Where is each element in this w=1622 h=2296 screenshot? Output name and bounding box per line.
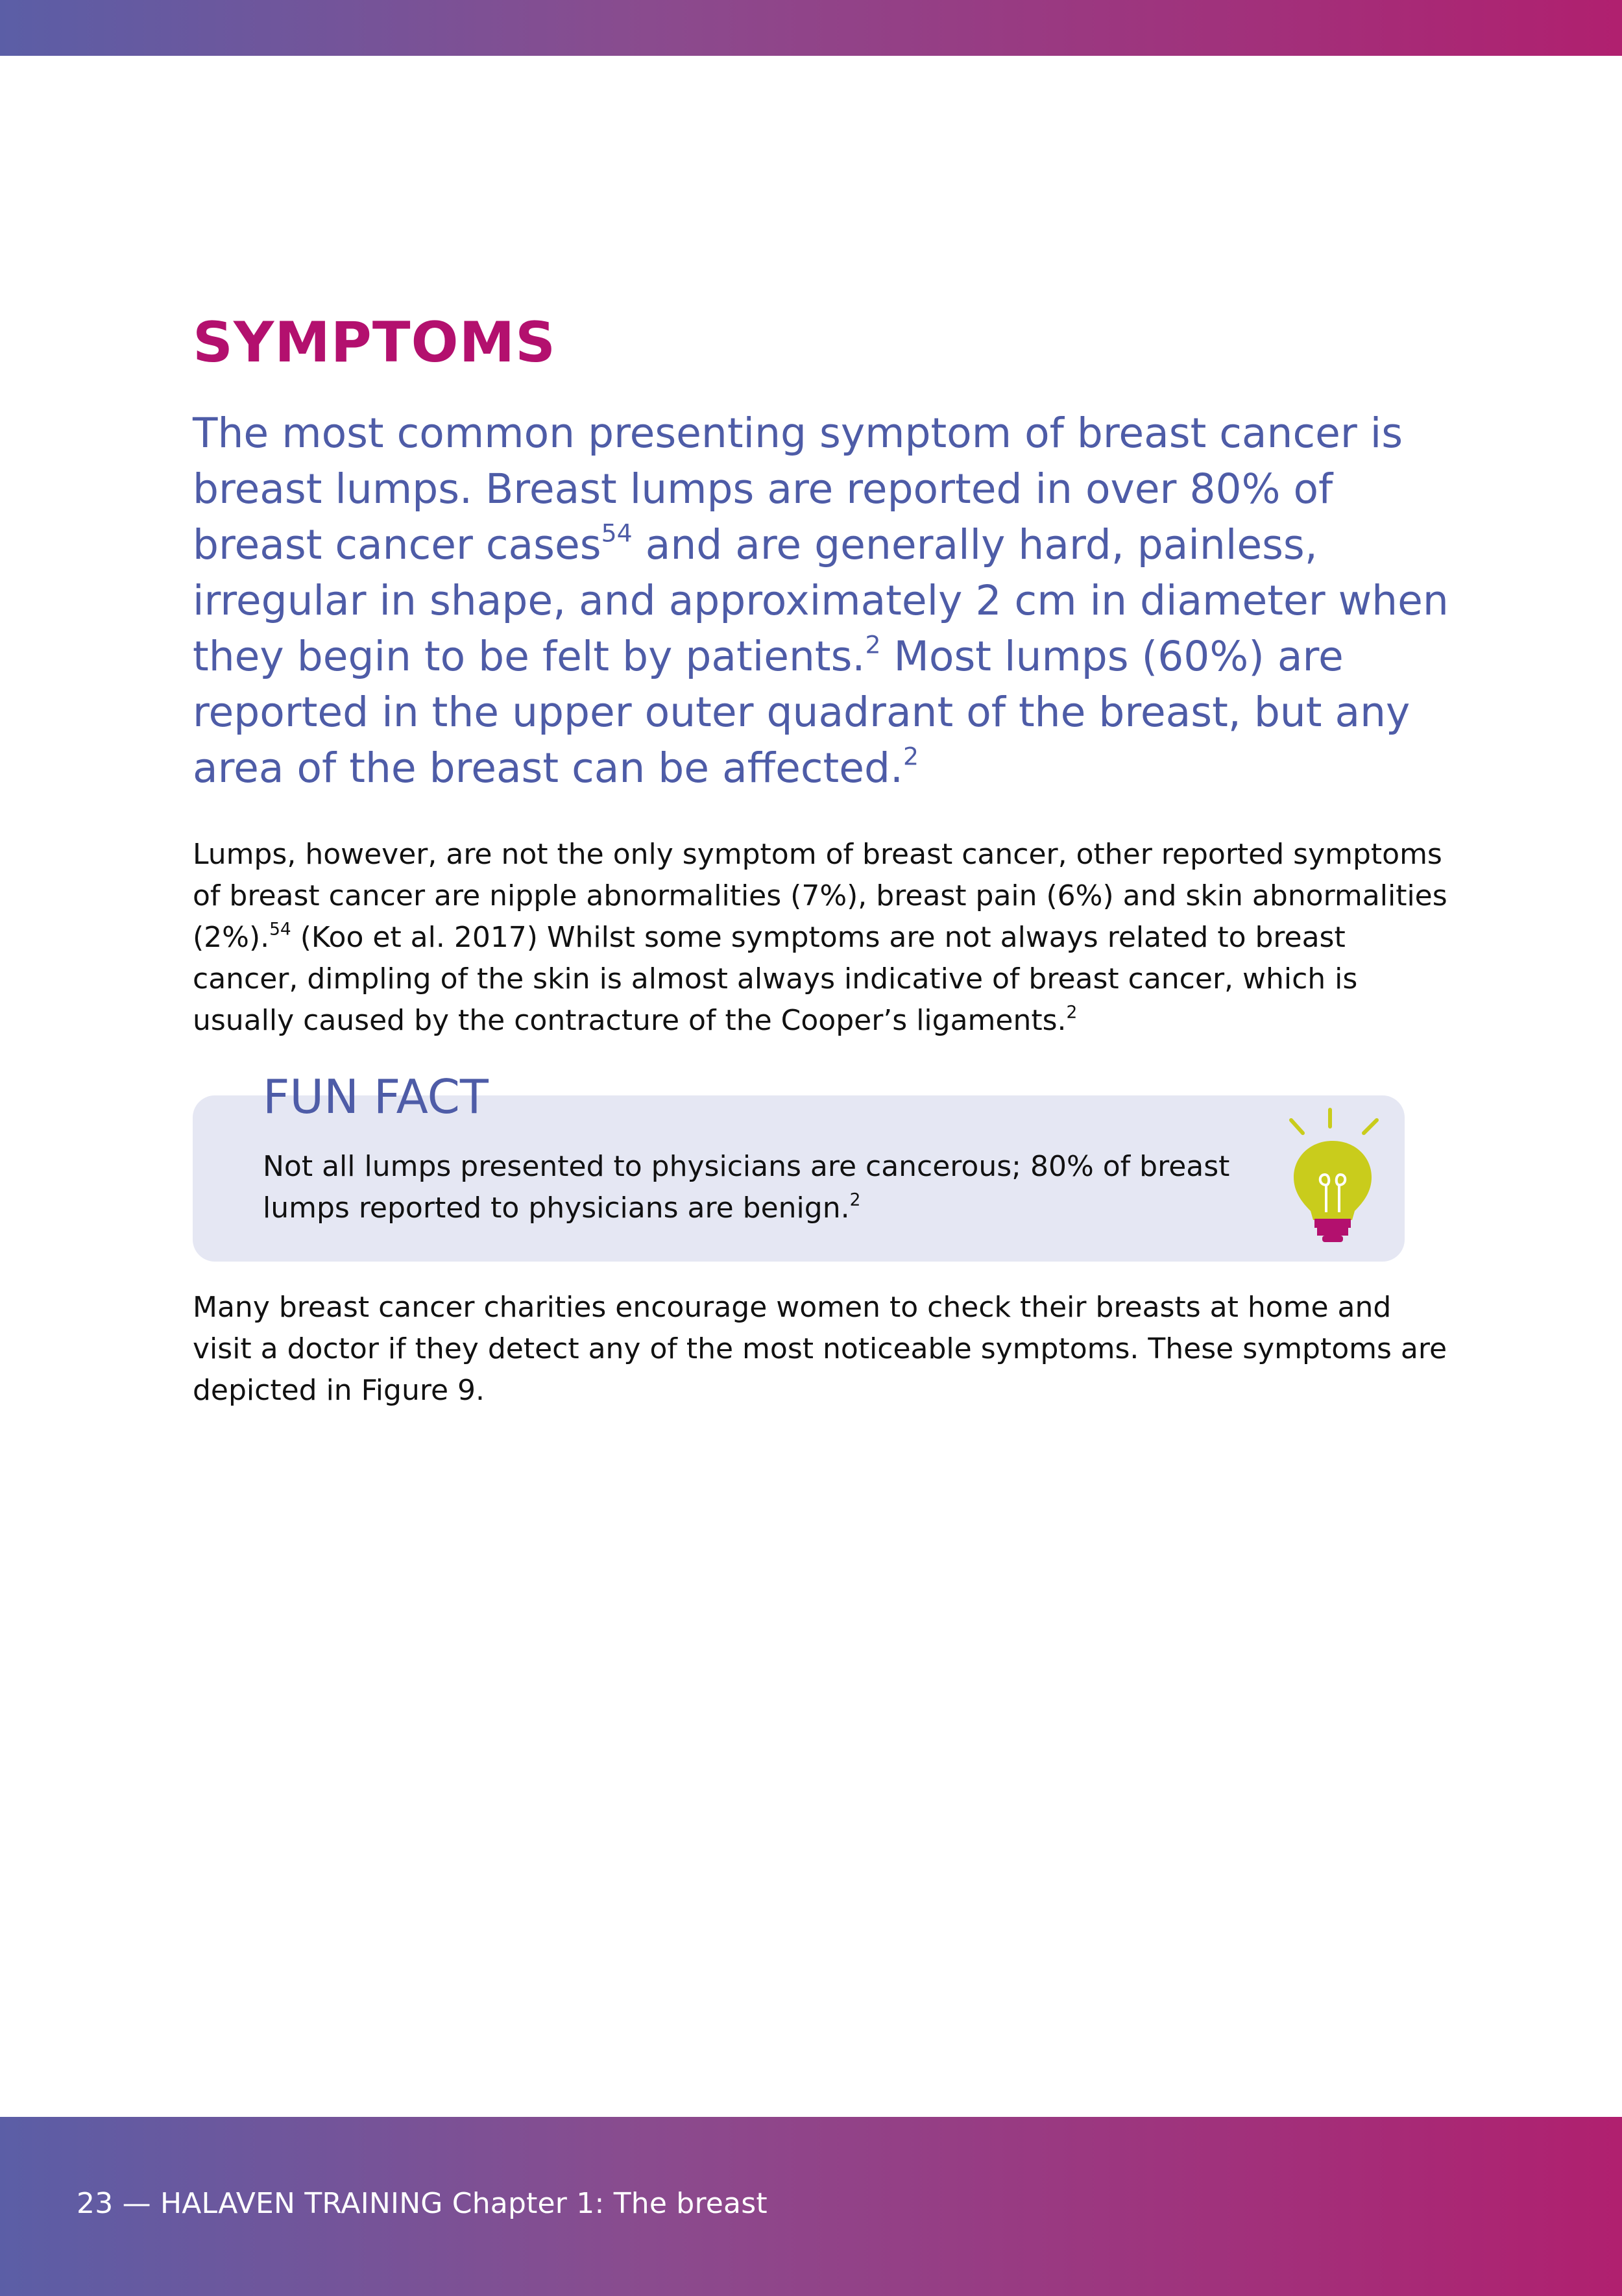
lead-paragraph [193, 406, 1451, 796]
citation-superscript: 2 [849, 1190, 861, 1210]
body-paragraph-symptoms [193, 834, 1455, 1042]
lead-text-2: and are generally hard, painless, irregular in shape, and approximately 2 cm in diameter when they begin to be felt by patients. [193, 521, 1449, 680]
fun-fact-text [263, 1146, 1275, 1229]
footer-page-label: 23 — HALAVEN TRAINING Chapter 1: The breast [77, 2187, 768, 2220]
header-gradient-bar [0, 0, 1622, 56]
fun-fact-title: FUN FACT [263, 1069, 489, 1124]
body-paragraph-charities: Many breast cancer charities encourage women to check their breasts at home and visit a doctor if they detect any of the most noticeable symptoms. These symptoms are depicted in Figure 9. [193, 1291, 1447, 1407]
body-text-2: (Koo et al. 2017) Whilst some symptoms are not always related to breast cancer, dimpling of the skin is almost always indicative of breast cancer, which is usually caused by the contracture of the Cooper’s ligaments. [193, 921, 1358, 1037]
lead-text-1: The most common presenting symptom of breast cancer is breast lumps. Breast lumps are reported in over 80% of breast cancer cases [193, 409, 1403, 568]
page-title: SYMPTOMS [193, 310, 557, 375]
citation-superscript: 2 [865, 630, 881, 659]
citation-superscript: 2 [1066, 1002, 1078, 1023]
lead-text-3: Most lumps (60%) are reported in the upper outer quadrant of the breast, but any area of the breast can be affected. [193, 633, 1410, 792]
body-text-1: Lumps, however, are not the only symptom of breast cancer, other reported symptoms of breast cancer are nipple abnormalities (7%), breast pain (6%) and skin abnormalities (2%). [193, 838, 1447, 954]
citation-superscript: 2 [902, 742, 919, 771]
fun-fact-body: Not all lumps presented to physicians are cancerous; 80% of breast lumps reported to physicians are benign. [263, 1150, 1230, 1225]
citation-superscript: 54 [269, 919, 291, 940]
lightbulb-icon [1282, 1105, 1383, 1247]
citation-superscript: 54 [601, 519, 633, 548]
